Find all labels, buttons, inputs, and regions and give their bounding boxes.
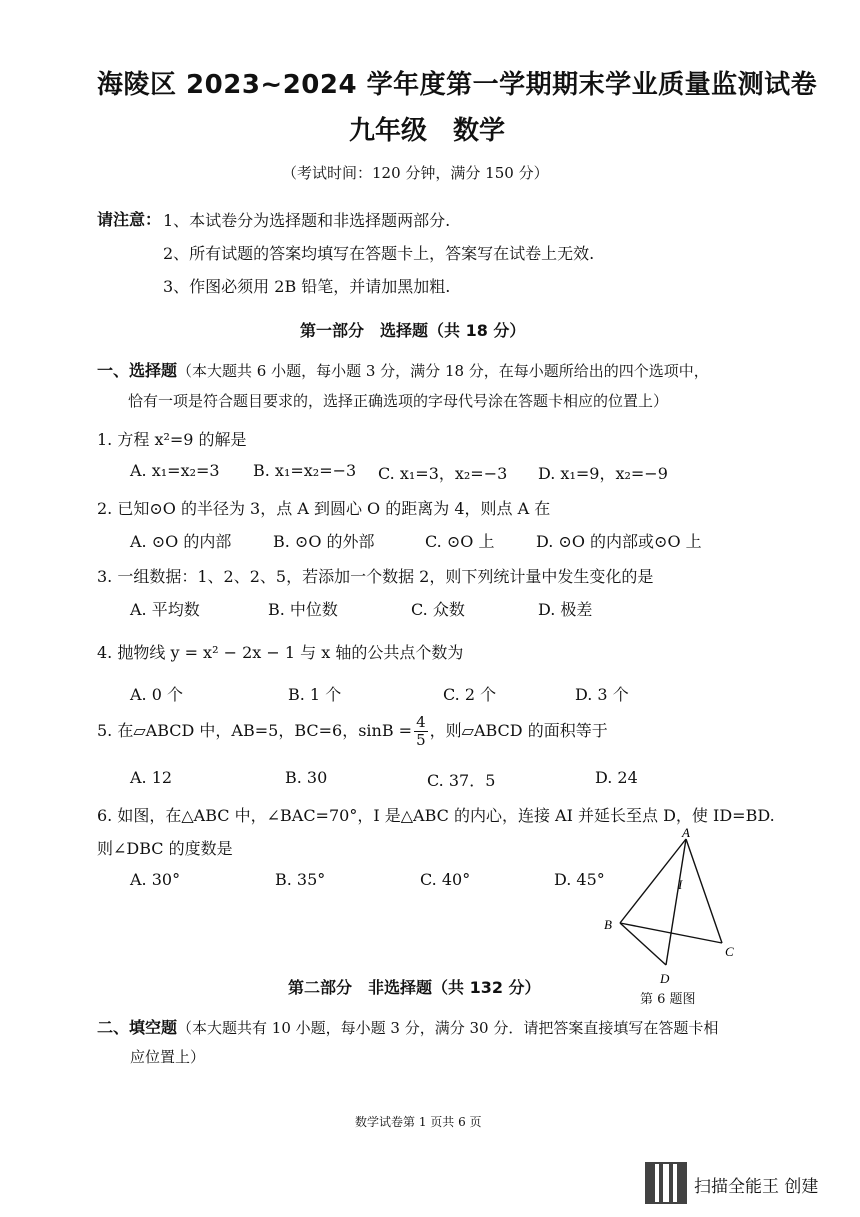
question-6-option-b: B. 35° [275,870,326,889]
fraction-denominator: 5 [416,731,426,749]
label-b: B [604,917,612,932]
page-number: 数学试卷第 1 页共 6 页 [355,1115,482,1129]
section2-header [97,1015,718,1038]
question-4-option-d: D. 3 个 [575,685,629,704]
qr-code-icon [645,1162,687,1204]
question-6-option-c: C. 40° [420,870,471,889]
question-4-option-b: B. 1 个 [288,685,342,704]
scanner-watermark: 扫描全能王 创建 [694,1177,819,1197]
question-3-option-c: C. 众数 [411,600,465,619]
label-d: D [660,971,670,986]
question-1-stem: 1. 方程 x²=9 的解是 [97,430,247,449]
segment-ab [620,839,686,923]
figure-caption: 第 6 题图 [640,992,696,1007]
question-2-option-b: B. ⊙O 的外部 [273,532,375,551]
exam-subtitle: 九年级 数学 [349,116,506,146]
question-3-stem: 3. 一组数据：1、2、2、5，若添加一个数据 2，则下列统计量中发生变化的是 [97,567,654,586]
question-6-stem-line1: 6. 如图，在△ABC 中，∠BAC=70°，I 是△ABC 的内心，连接 AI 并延长至点 D，使 ID=BD. [97,806,775,825]
segment-ac [686,839,722,943]
label-a: A [682,825,690,840]
label-i: I [678,877,683,892]
question-6-option-a: A. 30° [130,870,181,889]
exam-title: 海陵区 2023~2024 学年度第一学期期末学业质量监测试卷 [97,70,818,100]
question-6-stem-line2: 则∠DBC 的度数是 [97,839,233,858]
note-item: 2、所有试题的答案均填写在答题卡上，答案写在试卷上无效. [163,244,595,263]
question-4-stem: 4. 抛物线 y = x² − 2x − 1 与 x 轴的公共点个数为 [97,643,464,662]
segment-bd [620,923,666,965]
question-1-option-b: B. x₁=x₂=−3 [253,461,357,480]
section2-desc-line2: 应位置上） [130,1048,206,1066]
section2-desc: （本大题共有 10 小题，每小题 3 分，满分 30 分．请把答案直接填写在答题卡相 [177,1019,719,1037]
section1-title: 一、选择题 [97,361,178,380]
question-1-option-d: D. x₁=9，x₂=−9 [538,464,668,483]
section1-header [97,358,709,381]
question-3-option-b: B. 中位数 [268,600,338,619]
section2-title: 二、填空题 [97,1018,178,1037]
question-4-option-c: C. 2 个 [443,685,497,704]
question-5-option-c: C. 37．5 [427,771,496,790]
question-2-option-a: A. ⊙O 的内部 [130,532,232,551]
question-5-option-b: B. 30 [285,768,328,787]
label-c: C [725,944,734,959]
note-item: 1、本试卷分为选择题和非选择题两部分. [163,211,451,230]
question-5-stem-end: ，则▱ABCD 的面积等于 [429,721,608,740]
question-5-stem [97,714,608,749]
question-1-option-a: A. x₁=x₂=3 [130,461,220,480]
question-6-figure [590,825,770,1015]
question-3-option-d: D. 极差 [538,600,593,619]
question-2-option-d: D. ⊙O 的内部或⊙O 上 [536,532,702,551]
question-1-option-c: C. x₁=3，x₂=−3 [378,464,508,483]
fraction-numerator: 4 [416,713,426,731]
exam-info: （考试时间：120 分钟，满分 150 分） [282,164,549,182]
note-item: 3、作图必须用 2B 铅笔，并请加黑加粗. [163,277,451,296]
part1-heading: 第一部分 选择题（共 18 分） [300,321,526,340]
segment-ad [666,839,686,965]
question-5-option-d: D. 24 [595,768,638,787]
question-5-option-a: A. 12 [130,768,173,787]
question-6-option-d: D. 45° [554,870,605,889]
section1-desc-line2: 恰有一项是符合题目要求的，选择正确选项的字母代号涂在答题卡相应的位置上） [128,392,669,410]
section1-desc: （本大题共 6 小题，每小题 3 分，满分 18 分，在每小题所给出的四个选项中， [177,362,709,380]
question-5-stem-start: 5. 在▱ABCD 中，AB=5，BC=6，sinB = [97,721,413,740]
question-2-option-c: C. ⊙O 上 [425,532,495,551]
question-4-option-a: A. 0 个 [130,685,183,704]
sin-fraction [414,714,428,749]
part2-heading: 第二部分 非选择题（共 132 分） [288,978,541,997]
question-2-stem: 2. 已知⊙O 的半径为 3，点 A 到圆心 O 的距离为 4，则点 A 在 [97,499,551,518]
notes-label: 请注意： [97,210,162,229]
question-3-option-a: A. 平均数 [130,600,200,619]
